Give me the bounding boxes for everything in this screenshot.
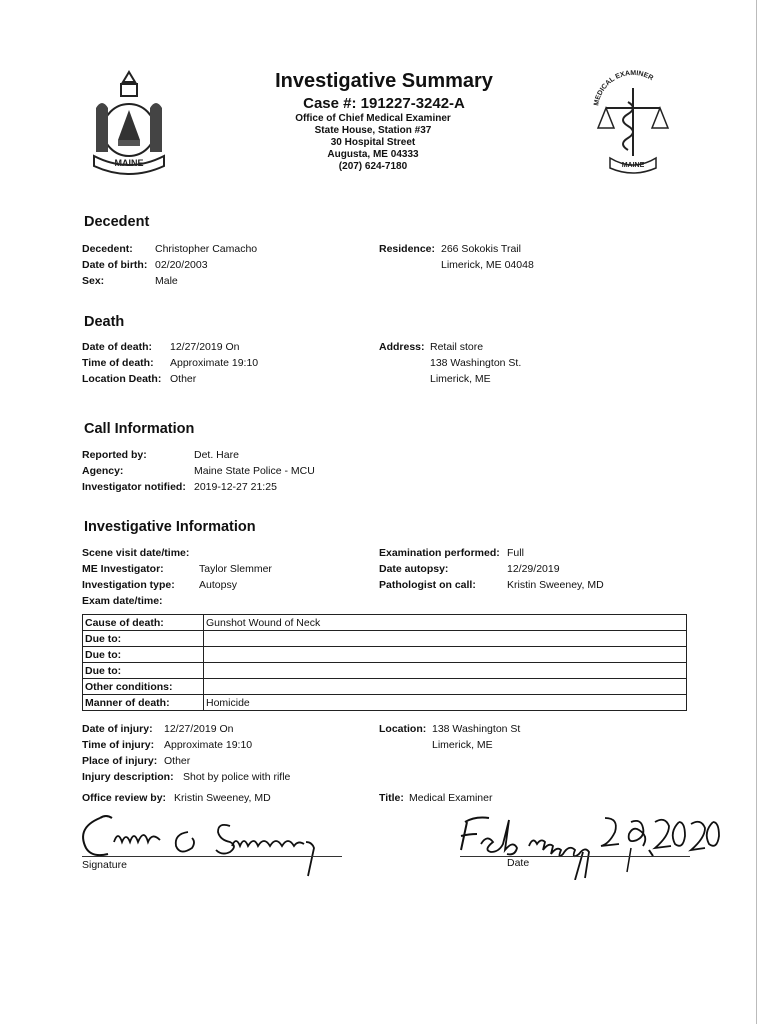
right-seal-top-text: MEDICAL EXAMINER [593, 69, 655, 107]
residence-line-1: 266 Sokokis Trail [441, 243, 521, 255]
place-of-injury-value: Other [164, 755, 191, 767]
time-of-injury-label: Time of injury: [82, 739, 155, 751]
location-death-value: Other [170, 373, 197, 385]
reported-by-label: Reported by: [82, 449, 147, 461]
date-label: Date [507, 857, 530, 869]
due-to-label: Due to: [83, 647, 204, 663]
location-death-label: Location Death: [82, 373, 162, 385]
dob-value: 02/20/2003 [155, 259, 208, 271]
death-address-label: Address: [379, 341, 425, 353]
signature-label: Signature [82, 859, 127, 871]
office-review-label: Office review by: [82, 792, 167, 804]
investigation-type-value: Autopsy [199, 579, 237, 591]
cause-label: Cause of death: [83, 615, 204, 631]
table-row [83, 631, 687, 647]
injury-description-label: Injury description: [82, 771, 174, 783]
other-conditions-label: Other conditions: [83, 679, 204, 695]
investigator-notified-label: Investigator notified: [82, 481, 186, 493]
me-investigator-value: Taylor Slemmer [199, 563, 272, 575]
office-review-value: Kristin Sweeney, MD [174, 792, 271, 804]
date-autopsy-value: 12/29/2019 [507, 563, 560, 575]
manner-of-death-value: Homicide [204, 695, 687, 711]
investigation-type-label: Investigation type: [82, 579, 175, 591]
other-conditions-value [204, 679, 687, 695]
due-to-label: Due to: [83, 663, 204, 679]
injury-location-label: Location: [379, 723, 427, 735]
death-address-line-3: Limerick, ME [430, 373, 491, 385]
examination-performed-label: Examination performed: [379, 547, 500, 559]
manner-of-death-label: Manner of death: [83, 695, 204, 711]
examination-performed-value: Full [507, 547, 524, 559]
left-seal-text: MAINE [114, 158, 144, 168]
date-of-death-label: Date of death: [82, 341, 153, 353]
residence-line-2: Limerick, ME 04048 [441, 259, 534, 271]
date-of-injury-label: Date of injury: [82, 723, 153, 735]
reported-by-value: Det. Hare [194, 449, 239, 461]
office-address-1: State House, Station #37 [314, 125, 432, 136]
table-row [83, 663, 687, 679]
dob-label: Date of birth: [82, 259, 148, 271]
cause-of-death-table [82, 614, 687, 711]
office-phone: (207) 624-7180 [338, 161, 408, 172]
time-of-injury-value: Approximate 19:10 [164, 739, 253, 751]
date-of-death-value: 12/27/2019 On [170, 341, 240, 353]
death-heading: Death [84, 314, 125, 330]
time-of-death-label: Time of death: [82, 357, 154, 369]
me-investigator-label: ME Investigator: [82, 563, 164, 575]
decedent-name: Christopher Camacho [155, 243, 258, 255]
table-row [83, 679, 687, 695]
agency-value: Maine State Police - MCU [194, 465, 315, 477]
due-to-label: Due to: [83, 631, 204, 647]
signature-line [82, 856, 342, 857]
case-number: Case #: 191227-3242-A [303, 95, 465, 112]
table-row [83, 695, 687, 711]
office-name: Office of Chief Medical Examiner [295, 113, 451, 124]
due-to-value [204, 647, 687, 663]
due-to-value [204, 631, 687, 647]
cause-value: Gunshot Wound of Neck [204, 615, 687, 631]
death-address-line-1: Retail store [430, 341, 484, 353]
date-autopsy-label: Date autopsy: [379, 563, 449, 575]
right-seal-bottom-text: MAINE [621, 162, 645, 169]
office-address-2: 30 Hospital Street [330, 137, 416, 148]
title-label: Title: [379, 792, 404, 804]
injury-description-value: Shot by police with rifle [183, 771, 291, 783]
table-row [83, 647, 687, 663]
date-of-injury-value: 12/27/2019 On [164, 723, 234, 735]
pathologist-label: Pathologist on call: [379, 579, 476, 591]
place-of-injury-label: Place of injury: [82, 755, 158, 767]
investigative-information-heading: Investigative Information [84, 519, 256, 535]
due-to-value [204, 663, 687, 679]
residence-label: Residence: [379, 243, 436, 255]
page-edge-divider [756, 0, 757, 1024]
decedent-heading: Decedent [84, 214, 150, 230]
injury-location-line-1: 138 Washington St [432, 723, 521, 735]
date-line [460, 856, 690, 857]
decedent-label: Decedent: [82, 243, 133, 255]
call-information-heading: Call Information [84, 421, 195, 437]
sex-label: Sex: [82, 275, 105, 287]
scene-visit-label: Scene visit date/time: [82, 547, 190, 559]
table-row [83, 615, 687, 631]
agency-label: Agency: [82, 465, 124, 477]
investigator-notified-value: 2019-12-27 21:25 [194, 481, 277, 493]
time-of-death-value: Approximate 19:10 [170, 357, 259, 369]
injury-location-line-2: Limerick, ME [432, 739, 493, 751]
document-title: Investigative Summary [275, 70, 493, 92]
office-address-3: Augusta, ME 04333 [327, 149, 419, 160]
pathologist-value: Kristin Sweeney, MD [507, 579, 604, 591]
death-address-line-2: 138 Washington St. [430, 357, 522, 369]
handwritten-date [455, 808, 725, 880]
sex-value: Male [155, 275, 178, 287]
title-value: Medical Examiner [409, 792, 493, 804]
exam-datetime-label: Exam date/time: [82, 595, 163, 607]
